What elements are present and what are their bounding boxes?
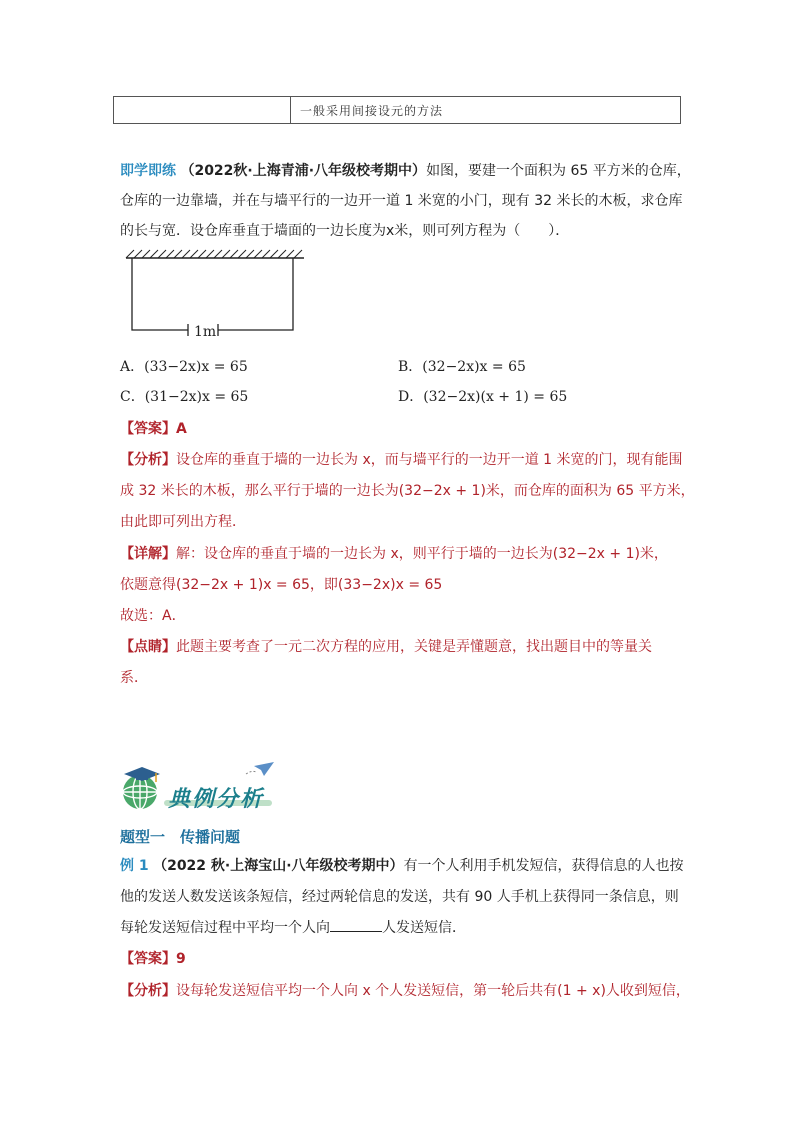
detail-tag: 【详解】 bbox=[120, 546, 176, 562]
example-tag: 例 1 bbox=[120, 858, 149, 874]
exercise-line-2: 仓库的一边靠墙，并在与墙平行的一边开一道 1 米宽的小门，现有 32 米长的木板，求仓库 bbox=[120, 193, 683, 209]
exercise-line-3: 的长与宽．设仓库垂直于墙面的一边长度为x米，则可列方程为（ ）． bbox=[120, 223, 570, 239]
option-b: B．(32−2x)x = 65 bbox=[398, 359, 526, 375]
exercise-text-1: 如图，要建一个面积为 65 平方米的仓库， bbox=[426, 163, 691, 179]
detail-line-1 bbox=[120, 545, 668, 563]
comment-tag: 【点睛】 bbox=[120, 639, 176, 655]
example-answer-tag: 【答案】 bbox=[120, 951, 176, 967]
detail-line-3: 故选：A． bbox=[120, 608, 186, 624]
door-width-label: 1m bbox=[194, 324, 217, 338]
top-table-row bbox=[113, 96, 681, 124]
answer-tag: 【答案】 bbox=[120, 421, 176, 437]
analysis-text-1: 设仓库的垂直于墙的一边长为 x，而与墙平行的一边开一道 1 米宽的门，现有能围 bbox=[176, 452, 683, 468]
comment-line-2: 系． bbox=[120, 670, 148, 686]
example-analysis-tag: 【分析】 bbox=[120, 983, 176, 999]
analysis-line-1 bbox=[120, 451, 683, 469]
answer-blank bbox=[330, 919, 382, 932]
exercise-source: （2022秋·上海青浦·八年级校考期中） bbox=[180, 163, 427, 179]
option-c: C．(31−2x)x = 65 bbox=[120, 389, 249, 405]
comment-line-1 bbox=[120, 638, 652, 656]
option-a: A．(33−2x)x = 65 bbox=[120, 359, 248, 375]
paper-plane-icon bbox=[246, 762, 274, 776]
example-analysis-line-1 bbox=[120, 982, 690, 1000]
exercise-tag: 即学即练 bbox=[120, 163, 176, 179]
option-d: D．(32−2x)(x + 1) = 65 bbox=[398, 389, 568, 405]
example-answer-value: 9 bbox=[176, 951, 186, 967]
example-text-1: 有一个人利用手机发短信，获得信息的人也按 bbox=[403, 858, 684, 874]
exercise-line-1 bbox=[120, 162, 691, 180]
answer-line bbox=[120, 420, 187, 438]
type-title: 题型一 传播问题 bbox=[120, 828, 241, 846]
detail-text-1: 解：设仓库的垂直于墙的一边长为 x，则平行于墙的一边长为(32−2x + 1)米， bbox=[176, 546, 668, 562]
analysis-tag: 【分析】 bbox=[120, 452, 176, 468]
table-cell-method: 一般采用间接设元的方法 bbox=[300, 104, 444, 118]
example-answer-line bbox=[120, 950, 186, 968]
warehouse-figure bbox=[120, 248, 310, 338]
example-analysis-text-1: 设每轮发送短信平均一个人向 x 个人发送短信，第一轮后共有(1 + x)人收到短信， bbox=[176, 983, 690, 999]
example-source: （2022 秋·上海宝山·八年级校考期中） bbox=[153, 858, 404, 874]
analysis-line-3: 由此即可列出方程． bbox=[120, 514, 246, 530]
example-line-3 bbox=[120, 919, 466, 937]
section-title: 典例分析 bbox=[168, 787, 265, 812]
detail-line-2: 依题意得(32−2x + 1)x = 65，即(33−2x)x = 65 bbox=[120, 577, 443, 593]
example-line-1 bbox=[120, 857, 684, 875]
answer-value: A bbox=[176, 421, 187, 437]
table-divider bbox=[290, 97, 291, 123]
analysis-line-2: 成 32 米长的木板，那么平行于墙的一边长为(32−2x + 1)米，而仓库的面积为 65 平方米， bbox=[120, 483, 695, 499]
comment-text-1: 此题主要考查了一元二次方程的应用，关键是弄懂题意，找出题目中的等量关 bbox=[176, 639, 652, 655]
example-text-3a: 每轮发送短信过程中平均一个人向 bbox=[120, 920, 330, 936]
example-line-2: 他的发送人数发送该条短信，经过两轮信息的发送，共有 90 人手机上获得同一条信息，则 bbox=[120, 889, 679, 905]
example-text-3b: 人发送短信． bbox=[382, 920, 466, 936]
